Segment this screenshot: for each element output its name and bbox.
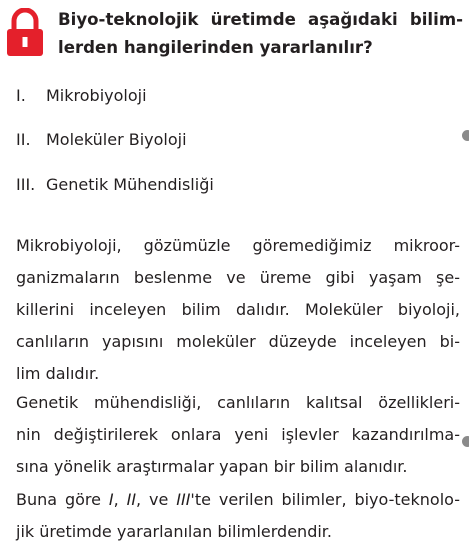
- option-3-number: III.: [16, 175, 36, 194]
- separator: , ve: [136, 490, 177, 509]
- roman-numeral: I: [108, 490, 114, 509]
- question-line-2: lerden hangilerinden yararlanılır?: [58, 38, 373, 57]
- explanation-paragraph-3: [16, 484, 460, 548]
- conclusion-text: Buna göre: [16, 490, 109, 509]
- explanation-paragraph-2: [16, 387, 460, 483]
- bullet-marker-top: [462, 130, 469, 141]
- explanation-paragraph-1: [16, 230, 460, 390]
- paragraph-line: nin değiştirilerek onlara yeni işlevler kazandırılma-: [16, 425, 460, 444]
- conclusion-text: 'te verilen bilimler, biyo-teknolo-: [190, 490, 460, 509]
- paragraph-line: sına yönelik araştırmalar yapan bir bilim alanıdır.: [16, 457, 408, 476]
- option-2-text: Moleküler Biyoloji: [46, 130, 187, 149]
- paragraph-line: killerini inceleyen bilim dalıdır. Moleküler biyoloji,: [16, 300, 460, 319]
- paragraph-line: lim dalıdır.: [16, 364, 100, 383]
- option-1: [16, 84, 147, 108]
- separator: ,: [113, 490, 127, 509]
- question-line-1: Biyo-teknolojik üretimde aşağıdaki bilim-: [58, 10, 463, 29]
- option-3-text: Genetik Mühendisliği: [46, 175, 214, 194]
- bullet-marker-bottom: [462, 436, 469, 447]
- option-1-number: I.: [16, 86, 26, 105]
- paragraph-line: Mikrobiyoloji, gözümüzle göremediğimiz mikroor-: [16, 236, 460, 255]
- question-title: [58, 6, 463, 62]
- option-2-number: II.: [16, 130, 31, 149]
- roman-numeral: II: [126, 490, 137, 509]
- roman-numeral: III: [176, 490, 191, 509]
- paragraph-line: [16, 484, 460, 516]
- paragraph-line: Genetik mühendisliği, canlıların kalıtsal özellikleri-: [16, 393, 460, 412]
- option-3: [16, 173, 214, 197]
- option-2: [16, 128, 469, 152]
- option-1-text: Mikrobiyoloji: [46, 86, 147, 105]
- paragraph-line: ganizmaların beslenme ve üreme gibi yaşam şe-: [16, 268, 460, 287]
- paragraph-line: jik üretimde yararlanılan bilimlerdendir.: [16, 522, 332, 541]
- paragraph-line: canlıların yapısını moleküler düzeyde inceleyen bi-: [16, 332, 460, 351]
- lock-icon: [6, 8, 44, 56]
